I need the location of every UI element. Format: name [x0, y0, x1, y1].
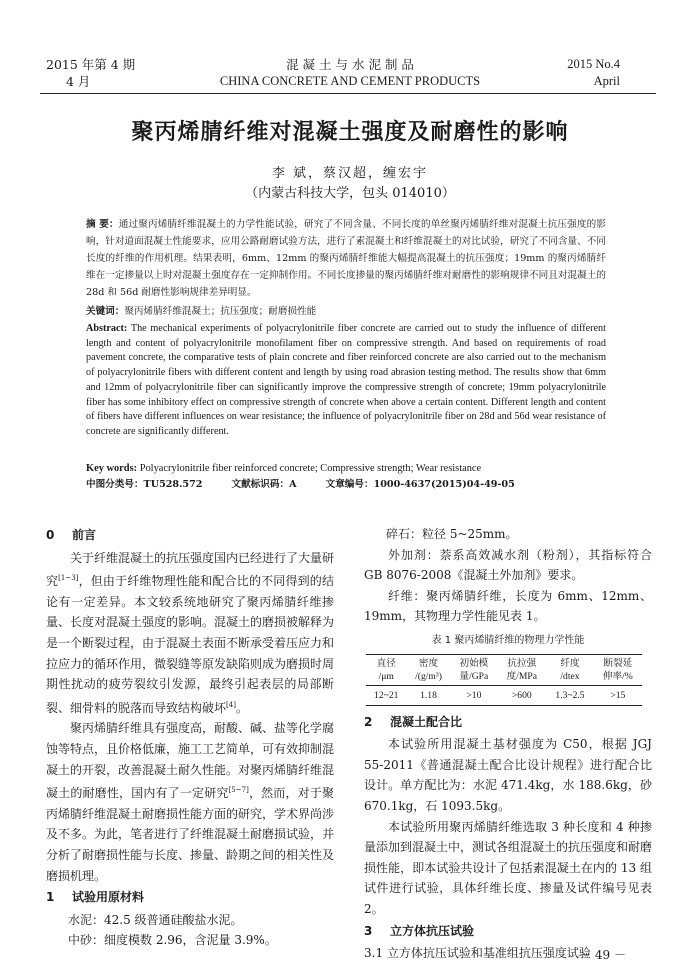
document-code: 文献标识码：A — [231, 479, 297, 490]
clc-number: 中图分类号：TU528.572 — [86, 479, 203, 490]
para-text: ，然而，对于聚丙烯腈纤维混凝土耐磨损性能方面的研究，学术界尚涉及不多。为此，笔者进行了纤维混凝土耐磨损试验，并分析了耐磨损性能与长度、掺量、龄期之间的相关性及磨损机理。 — [46, 786, 335, 883]
material-fiber: 纤维：聚丙烯腈纤维，长度为 6mm、12mm、19mm，其物理力学性能见表 1。 — [364, 588, 652, 624]
section-heading-0 — [46, 525, 334, 546]
table-header-cell — [451, 654, 498, 685]
article-number: 文章编号：1000-4637(2015)04-49-05 — [325, 479, 515, 490]
author-list: 李 斌，蔡汉超，缠宏宇 — [271, 166, 429, 181]
material-sand: 中砂：细度模数 2.96，含泥量 3.9%。 — [68, 933, 277, 948]
abstract-cn-label: 摘 要： — [86, 219, 119, 230]
table-cell: >600 — [497, 685, 546, 705]
header-line: 直径 — [376, 657, 396, 669]
table-cell: >10 — [451, 685, 498, 705]
table-cell: 12~21 — [366, 685, 407, 705]
intro-paragraph-2 — [46, 718, 334, 886]
section-heading-1 — [46, 887, 334, 908]
header-line: 抗拉强 — [507, 657, 537, 669]
abstract-en-text: The mechanical experiments of polyacrylonitrile fiber concrete are carried out to study the influence of different length and content of polyacrylonitrile monofilament fiber on compressive strength. And based on requirements of road pavement concrete, the comparative tests of plain concrete and fiber reinforced concrete are also carried out to the mechanism of polyacrylonitrile fibers with different content and length by using road abrasion testing method. The results show that 6mm and 12mm of polyacrylonitrile fiber can significantly improve the compressive strength of concrete; 19mm polyacrylonitrile fiber has some inhibitory effect on compressive strength of concrete when above a certain content. Different length and content of fibers have different influences on wear resistance; the influence of polyacrylonitrile fiber on 28d and 56d wear resistance of concrete are significantly different. — [86, 323, 606, 437]
table-header-cell — [497, 654, 546, 685]
header-line: /dtex — [560, 670, 580, 682]
running-header-right — [567, 56, 620, 90]
paper-title: 聚丙烯腈纤维对混凝土强度及耐磨性的影响 — [131, 119, 569, 145]
keywords-en-label: Key words: — [86, 463, 138, 474]
abstract-cn-text: 通过聚丙烯腈纤维混凝土的力学性能试验，研究了不同含量、不同长度的单丝聚丙烯腈纤维对混凝土抗压强度的影响，针对道面混凝土性能要求，应用公路耐磨试验方法，进行了素混凝土和纤维混凝土的对比试验，研究了不同含量、不同长度的纤维的作用机理。结果表明，6mm、12mm 的聚丙烯腈纤维能大幅提高混凝土的抗压强度；19mm 的聚丙烯腈纤维在一定掺量以上时对混凝土强度存在一定抑制作用。不同长度掺量的聚丙烯腈纤维对耐磨性的影响规律不同且对混凝土的 28d 和 56d 耐磨性影响规律差异明显。 — [86, 219, 607, 298]
intro-paragraph-1 — [46, 548, 334, 719]
citation: [4] — [226, 700, 236, 709]
section-heading-2 — [364, 712, 652, 733]
material-admixture: 外加剂：萘系高效减水剂（粉剂），其指标符合 GB 8076-2008《混凝土外加剂》要求。 — [364, 547, 652, 583]
section-title: 试验用原材料 — [72, 890, 145, 905]
keywords-en-text: Polyacrylonitrile fiber reinforced concrete; Compressive strength; Wear resistance — [139, 463, 482, 474]
header-line: 断裂延 — [603, 657, 633, 669]
section-title: 混凝土配合比 — [390, 714, 463, 729]
header-line: /μm — [378, 670, 394, 682]
abstract-cn — [86, 216, 606, 301]
section-title: 前言 — [72, 528, 97, 542]
abstract-en — [86, 322, 606, 440]
mix-paragraph-2: 本试验所用聚丙烯腈纤维选取 3 种长度和 4 种掺量添加到混凝土中，测试各组混凝土的抗压强度和耐磨损性能，即本试验共设计了包括素混凝土在内的 13 组试件进行试验，具体纤维长度、掺量及试件编号见表 2。 — [364, 819, 653, 916]
header-rule — [40, 93, 656, 94]
header-line: 初始模 — [459, 657, 489, 669]
material-gravel: 碎石：粒径 5~25mm。 — [386, 527, 518, 541]
section-number: 1 — [46, 890, 55, 905]
para-text: ，但由于纤维物理性能和配合比的不同得到的结论有一定差异。本文较系统地研究了聚丙烯腈纤维掺量、长度对混凝土强度的影响。混凝土的磨损被解释为是一个断裂过程，由于混凝土表面不断承受着压应力和拉应力的循环作用，微裂缝等原发缺陷则成为磨损时周期性扰动的疲劳裂纹引发源，最终引起表层的局部断裂、细骨料的脱落而导致结构破坏 — [46, 574, 335, 715]
table-header-row — [366, 654, 642, 685]
header-line: 量/GPa — [459, 670, 489, 682]
subsection-3-1: 3.1 立方体抗压试验和基准组抗压强度试验 — [364, 946, 591, 961]
fiber-properties-table — [366, 654, 642, 706]
journal-name-en: CHINA CONCRETE AND CEMENT PRODUCTS — [219, 74, 481, 88]
citation: [1~3] — [58, 574, 79, 583]
section-number: 0 — [46, 528, 55, 542]
section-title: 立方体抗压试验 — [390, 923, 475, 938]
mix-paragraph-1: 本试验所用混凝土基材强度为 C50，根据 JGJ 55-2011《普通混凝土配合比设计规程》进行配合比设计。单方配比为：水泥 471.4kg，水 188.6kg，砂 670.1kg，石 1093.5kg。 — [364, 737, 652, 813]
table-caption: 表 1 聚丙烯腈纤维的物理力学性能 — [431, 634, 585, 646]
classification-line — [86, 478, 646, 492]
para-text: 聚丙烯腈纤维具有强度高，耐酸、碱、盐等化学腐蚀等特点，且价格低廉，施工工艺简单，可有效抑制混凝土的开裂，改善混凝土耐久性能。对聚丙烯腈纤维混凝土的耐磨性，国内有了一定研究 — [46, 721, 335, 801]
header-line: 伸率/% — [602, 670, 633, 682]
table-header-cell — [407, 654, 451, 685]
citation: [5~7] — [228, 786, 249, 795]
body-column-right — [364, 524, 652, 964]
section-number: 2 — [364, 714, 373, 729]
issue-number: 2015 No.4 — [567, 57, 620, 71]
keywords-cn-label: 关键词： — [86, 306, 125, 317]
table-cell: 1.18 — [407, 685, 451, 705]
material-cement: 水泥：42.5 级普通硅酸盐水泥。 — [68, 912, 243, 927]
table-cell: >15 — [594, 685, 642, 705]
journal-name-cn: 混 凝 土 与 水 泥 制 品 — [286, 57, 414, 72]
para-text: 。 — [235, 700, 248, 715]
keywords-cn — [86, 305, 606, 319]
abstract-en-label: Abstract: — [86, 323, 128, 334]
para-text: 关于纤维混凝土的抗压强度国内已经进行了大量研究 — [46, 550, 335, 589]
issue-year: 2015 年第 4 期 — [46, 57, 136, 72]
issue-month-en: April — [593, 74, 620, 88]
body-column-left — [46, 524, 334, 951]
table-cell: 1.3~2.5 — [546, 685, 593, 705]
keywords-en — [86, 462, 606, 476]
header-line: /(g/m³) — [415, 670, 442, 682]
affiliation: （内蒙古科技大学，包头 014010） — [245, 186, 455, 201]
keywords-cn-text: 聚丙烯腈纤维混凝土；抗压强度；耐磨损性能 — [124, 306, 317, 317]
table-header-cell — [366, 654, 407, 685]
table-header-cell — [546, 654, 593, 685]
table-row — [366, 685, 642, 705]
table-header-cell — [594, 654, 642, 685]
issue-month: 4 月 — [66, 74, 91, 89]
section-number: 3 — [364, 923, 373, 938]
header-line: 密度 — [418, 657, 439, 669]
header-line: 度/MPa — [506, 670, 537, 682]
header-line: 纤度 — [560, 657, 580, 669]
page-number: － 49 － — [579, 948, 626, 962]
section-heading-3 — [364, 921, 652, 942]
